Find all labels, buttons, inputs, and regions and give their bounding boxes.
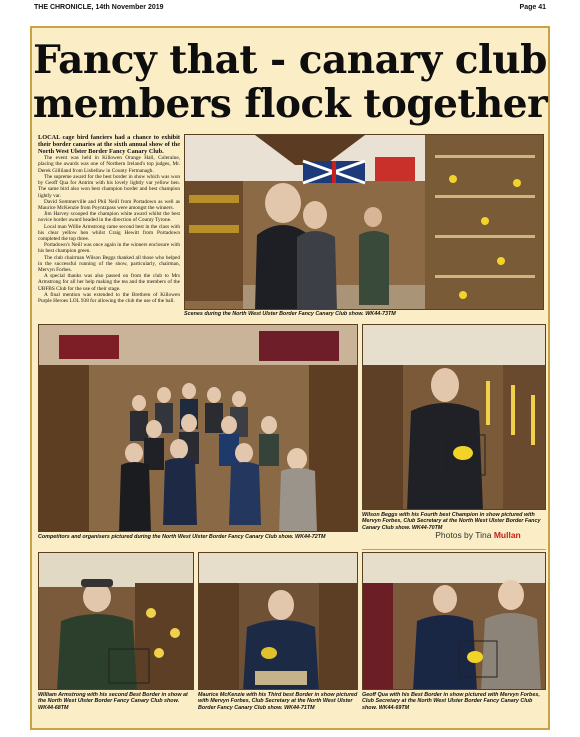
- headline-line-1: Fancy that - canary club: [33, 37, 547, 83]
- page-number: Page 41: [519, 4, 546, 11]
- caption-show-scene: Scenes during the North West Ulster Border Fancy Canary Club show. WK44-73TM: [184, 311, 396, 317]
- photo-show-scene: [184, 134, 544, 310]
- article-paragraph: The supreme award for the best border in show which was won by Geoff Qua for Antrim with his lovely lightly var yellow hen. The same bird also won best champion border and best champion lightly var.: [38, 173, 180, 199]
- caption-maurice-mckenzie: Maurice McKenzie with his Third best Border in show pictured with Mervyn Forbes, Club Secretary at the North West Ulster Border Fancy Canary Club show. WK44-71TM: [198, 692, 358, 711]
- article-body: [38, 134, 180, 304]
- photo-credit: [412, 528, 544, 542]
- divider: [362, 549, 546, 550]
- headline-line-2: members flock together: [32, 81, 548, 127]
- article-paragraph: Local man Willie Armstrong came second best in the class with his clear yellow hen whilst Craig Hewitt from Portadown completed the top three.: [38, 223, 180, 242]
- caption-william-armstrong: William Armstrong with his second Best Border in show at the North West Ulster Border Fancy Canary Club show. WK44-68TM: [38, 692, 188, 711]
- photo-maurice-mckenzie: [198, 552, 358, 690]
- photo-william-armstrong: [38, 552, 194, 690]
- article-paragraph: David Sommerville and Phil Neill from Portadown as well as Maurice McKenzie from Poyntzpass were amongst the winners.: [38, 198, 180, 211]
- caption-geoff-qua: Geoff Qua with his Best Border in show pictured with Mervyn Forbes, Club Secretary at the North West Ulster Border Fancy Canary Club show. WK44-69TM: [362, 692, 540, 711]
- article-panel: [30, 26, 550, 730]
- caption-group: Competitors and organisers pictured during the North West Ulster Border Fancy Canary Club show. WK44-72TM: [38, 534, 326, 540]
- photo-wilson-beggs: [362, 324, 546, 510]
- publication-date: THE CHRONICLE, 14th November 2019: [34, 4, 164, 11]
- article-lead: LOCAL cage bird fanciers had a chance to exhibit their border canaries at the sixth annual show of the North West Ulster Border Fancy Canary Club.: [38, 134, 180, 156]
- photo-group: [38, 324, 358, 532]
- article-paragraph: Jim Harvey scooped the champion white award whilst the best novice border award headed in the direction of County Tyrone.: [38, 211, 180, 224]
- photo-geoff-qua: [362, 552, 546, 690]
- article-paragraph: The club chairman Wilson Beggs thanked all those who helped in the successful running of the show, particularly, chairman, Mervyn Forbes.: [38, 254, 180, 273]
- headline: [32, 38, 548, 126]
- page-header: [34, 4, 546, 16]
- article-paragraph: A final mention was extended to the Brethren of Killowen Purple Heroes LOL 938 for allowing the club the use of the hall.: [38, 291, 180, 304]
- credit-name: Mullan: [493, 530, 521, 540]
- caption-wilson-beggs: Wilson Beggs with his Fourth best Champion in show pictured with Mervyn Forbes, Club Secretary at the North West Ulster Border Fancy Canary Club show. WK44-70TM: [362, 512, 541, 531]
- credit-prefix: Photos by Tina: [435, 530, 494, 540]
- article-paragraph: A special thanks was also passed on from the club to Mrs Armstrong for all her help making the tea and the members of the UBFBS Club for the use of their stage.: [38, 273, 180, 292]
- article-paragraph: The event was held in Killowen Orange Hall, Coleraine, placing the awards was one of Northern Ireland's top judges, Mr. Derek Gilliland from Lisbellaw in County Fermanagh.: [38, 155, 180, 174]
- article-paragraph: Portadown's Neill was once again in the winners enclosure with his best champion green.: [38, 242, 180, 255]
